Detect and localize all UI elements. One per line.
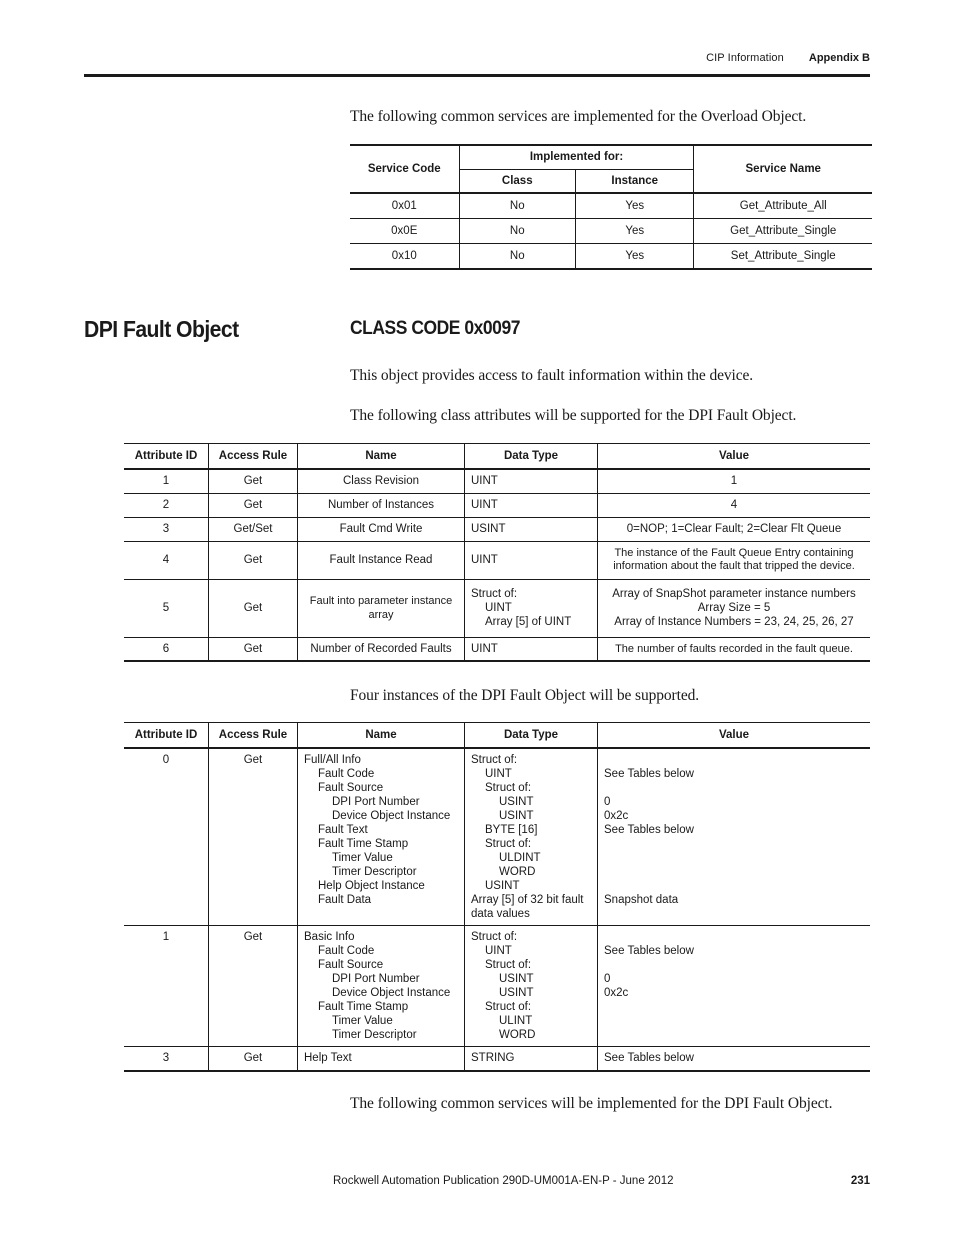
col-value: Value <box>598 723 871 749</box>
col-name: Name <box>298 444 465 470</box>
footer-publication: Rockwell Automation Publication 290D-UM001A-EN-P - June 2012 <box>333 1175 674 1187</box>
col-access-rule: Access Rule <box>209 444 298 470</box>
header-rule <box>84 74 870 77</box>
col-value: Value <box>598 444 871 470</box>
header-appendix: Appendix B <box>808 52 870 64</box>
col-instance: Instance <box>575 169 694 193</box>
table-row: 0x10 No Yes Set_Attribute_Single <box>350 244 872 270</box>
table-row: 3 Get/Set Fault Cmd Write USINT 0=NOP; 1=Clear Fault; 2=Clear Flt Queue <box>124 517 870 541</box>
col-access-rule: Access Rule <box>209 723 298 749</box>
col-service-code: Service Code <box>350 145 459 193</box>
table-row: 3 Get Help Text STRING See Tables below <box>124 1047 870 1071</box>
page-number: 231 <box>850 1175 870 1187</box>
table-row: 2 Get Number of Instances UINT 4 <box>124 493 870 517</box>
header-section: CIP Information <box>706 52 784 64</box>
table-row: 0x01 No Yes Get_Attribute_All <box>350 193 872 219</box>
table-row: 1 Get Basic Info Fault Code Fault Source DPI Port Number Device Object Instance Fault Time Stamp Timer Value Timer Descriptor Struct of: UINT Struct of: USINT USINT Struct of: ULINT WORD See Tables below 0 0x2c <box>124 926 870 1047</box>
instances-intro: Four instances of the DPI Fault Object will be supported. <box>350 687 700 704</box>
table-row: 1 Get Class Revision UINT 1 <box>124 469 870 493</box>
col-attribute-id: Attribute ID <box>124 723 209 749</box>
section-title: DPI Fault Object <box>84 316 239 342</box>
col-data-type: Data Type <box>465 444 598 470</box>
class-attributes-table <box>124 443 870 662</box>
col-name: Name <box>298 723 465 749</box>
class-attrs-intro: The following class attributes will be supported for the DPI Fault Object. <box>350 407 797 424</box>
col-implemented-for: Implemented for: <box>459 145 694 169</box>
table-row: 5 Get Fault into parameter instance array Struct of: UINT Array [5] of UINT Array of SnapShot parameter instance numbers Array Size = 5 Array of Instance Numbers = 23, 24, 25, 26, 27 <box>124 579 870 637</box>
col-class: Class <box>459 169 575 193</box>
common-services-intro: The following common services will be implemented for the DPI Fault Object. <box>350 1095 833 1112</box>
intro-overload-text: The following common services are implemented for the Overload Object. <box>350 108 807 125</box>
col-data-type: Data Type <box>465 723 598 749</box>
access-description: This object provides access to fault information within the device. <box>350 367 754 384</box>
col-service-name: Service Name <box>694 145 872 193</box>
overload-services-table <box>350 144 872 270</box>
table-row: 6 Get Number of Recorded Faults UINT The number of faults recorded in the fault queue. <box>124 637 870 661</box>
table-row: 4 Get Fault Instance Read UINT The instance of the Fault Queue Entry containing information about the fault that tripped the device. <box>124 541 870 579</box>
table-row: 0 Get Full/All Info Fault Code Fault Source DPI Port Number Device Object Instance Fault Text Fault Time Stamp Timer Value Timer Descriptor Help Object Instance Fault Data Struct of: UINT Struct of: USINT USINT BYTE [16] Struct of: ULDINT WORD USINT Array [5] of 32 bit fault data values See Tables below 0 0x2c See Tables below Snapshot data <box>124 748 870 926</box>
col-attribute-id: Attribute ID <box>124 444 209 470</box>
table-row: 0x0E No Yes Get_Attribute_Single <box>350 219 872 244</box>
class-code-title: CLASS CODE 0x0097 <box>350 318 520 339</box>
running-header <box>706 52 870 64</box>
instance-attributes-table <box>124 722 870 1072</box>
